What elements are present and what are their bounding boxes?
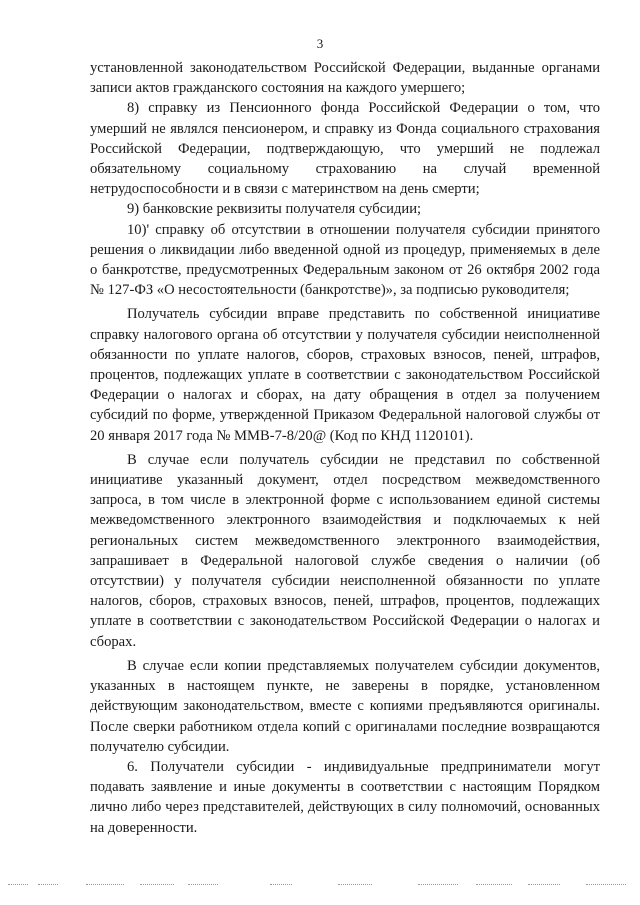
scan-mark [38, 884, 58, 886]
scan-mark [188, 884, 218, 886]
scan-mark [418, 884, 458, 886]
scan-edge-marks [8, 884, 632, 888]
page-number: 3 [316, 36, 324, 51]
paragraph-item-8: 8) справку из Пенсионного фонда Российской Федерации о том, что умерший не являлся пенсионером, и справку из Фонда социального страхования Российской Федерации, подтверждающую, что умерший не подлежал обязательному социальному страхованию на случай временной нетрудоспособности и в связи с материнством на день смерти; [90, 100, 600, 198]
paragraph-continuation: установленной законодательством Российской Федерации, выданные органами записи актов гражданского состояния на каждого умершего; [90, 60, 600, 97]
scan-mark [338, 884, 372, 886]
scan-mark [476, 884, 512, 886]
scan-mark [528, 884, 560, 886]
paragraph-item-6: 6. Получатели субсидии - индивидуальные предприниматели могут подавать заявление и иные документы в соответствии с настоящим Порядком лично либо через представителей, действующих в силу полномочий, основанных на доверенности. [90, 758, 600, 836]
scan-mark [586, 884, 626, 886]
scan-mark [140, 884, 174, 886]
paragraph-interagency-request: В случае если получатель субсидии не представил по собственной инициативе указанный документ, отдел посредством межведомственного запроса, в том числе в электронной форме с использованием единой системы межведомственного электронного взаимодействия и подключаемых к ней региональных систем межведомственного электронного взаимодействия, запрашивает в Федеральной налоговой службе сведения о наличии (об отсутствии) у получателя субсидии неисполненной обязанности по уплате налогов, сборов, страховых взносов, пеней, штрафов, процентов, подлежащих уплате в соответствии с законодательством Российской Федерации о налогах и сборах. [90, 451, 600, 650]
scan-mark [8, 884, 28, 886]
paragraph-tax-certificate: Получатель субсидии вправе представить по собственной инициативе справку налогового органа об отсутствии у получателя субсидии неисполненной обязанности по уплате налогов, сборов, страховых взносов, пеней, штрафов, процентов, подлежащих уплате в соответствии с законодательством Российской Федерации о налогах и сборах, на дату обращения в отдел за получением субсидий по форме, утвержденной Приказом Федеральной налоговой службы от 20 января 2017 года № ММВ-7-8/20@ (Код по КНД 1120101). [90, 306, 600, 444]
document-body [90, 58, 600, 838]
paragraph-item-9: 9) банковские реквизиты получателя субсидии; [127, 201, 422, 218]
scan-mark [270, 884, 292, 886]
scan-mark [86, 884, 124, 886]
paragraph-copies-verification: В случае если копии представляемых получателем субсидии документов, указанных в настоящем пункте, не заверены в порядке, установленном действующим законодательством, вместе с копиями предъявляются оригиналы. После сверки работником отдела копий с оригиналами последние возвращаются получателю субсидии. [90, 657, 600, 755]
paragraph-item-10: 10)' справку об отсутствии в отношении получателя субсидии принятого решения о ликвидации либо введенной одной из процедур, применяемых в деле о банкротстве, предусмотренных Федеральным законом от 26 октября 2002 года № 127-ФЗ «О несостоятельности (банкротстве)», за подписью руководителя; [90, 221, 600, 299]
